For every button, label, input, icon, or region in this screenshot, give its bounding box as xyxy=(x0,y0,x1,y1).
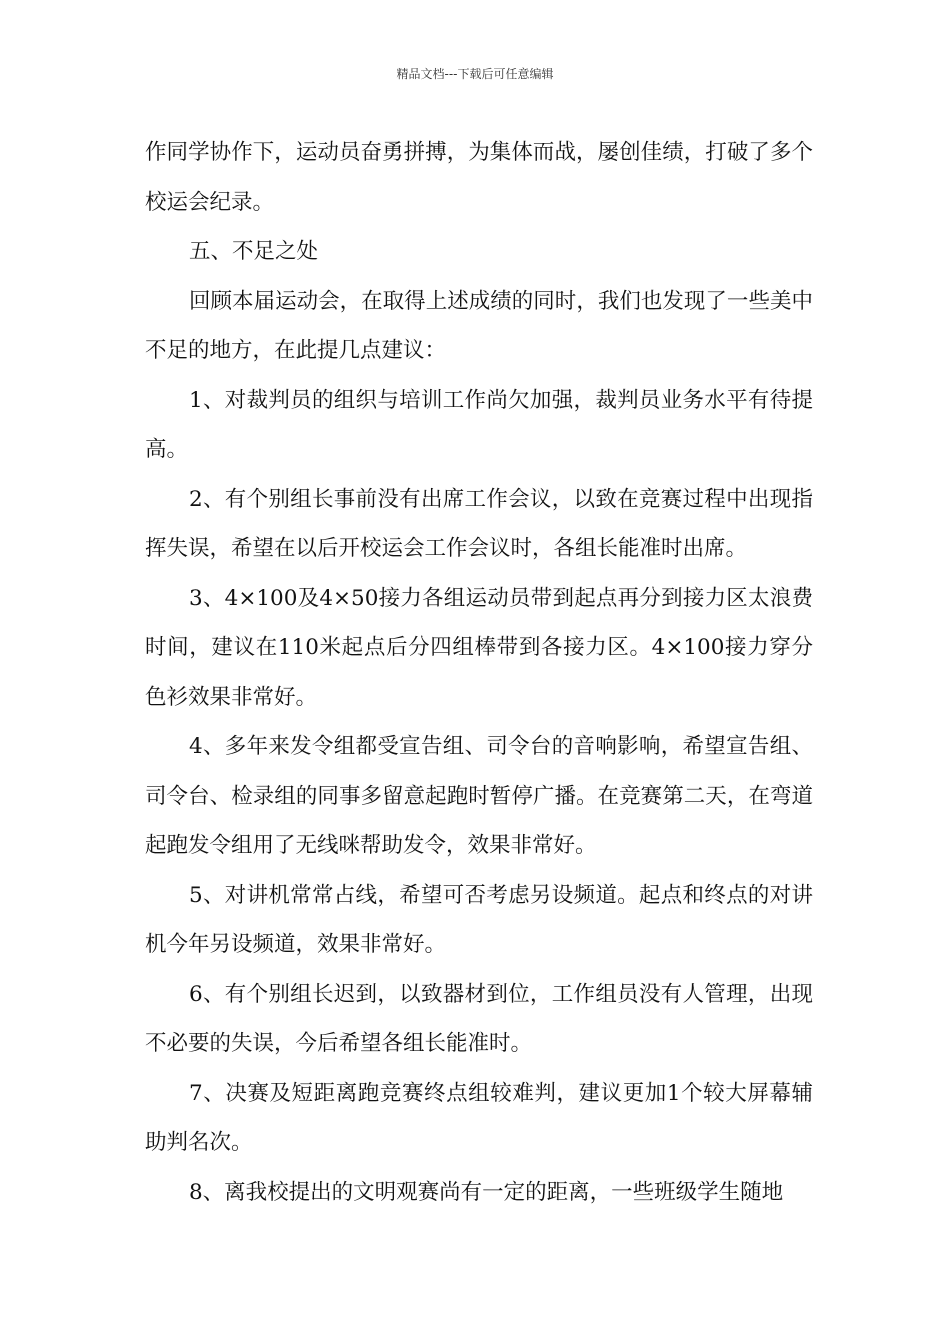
suggestion-item-7: 7、决赛及短距离跑竞赛终点组较难判，建议更加1个较大屏幕辅助判名次。 xyxy=(145,1080,813,1155)
suggestion-item-1: 1、对裁判员的组织与培训工作尚欠加强，裁判员业务水平有待提高。 xyxy=(145,387,813,462)
document-body xyxy=(145,128,813,1217)
suggestion-item-2: 2、有个别组长事前没有出席工作会议，以致在竞赛过程中出现指挥失误，希望在以后开校运会工作会议时，各组长能准时出席。 xyxy=(145,486,813,561)
suggestion-item-3: 3、4×100及4×50接力各组运动员带到起点再分到接力区太浪费时间，建议在110米起点后分四组棒带到各接力区。4×100接力穿分色衫效果非常好。 xyxy=(145,585,813,710)
suggestion-item-5: 5、对讲机常常占线，希望可否考虑另设频道。起点和终点的对讲机今年另设频道，效果非常好。 xyxy=(145,882,813,957)
suggestion-item-6: 6、有个别组长迟到，以致器材到位，工作组员没有人管理，出现不必要的失误，今后希望各组长能准时。 xyxy=(145,981,813,1056)
suggestion-item-8: 8、离我校提出的文明观赛尚有一定的距离，一些班级学生随地 xyxy=(189,1179,784,1205)
paragraph-continuation: 作同学协作下，运动员奋勇拼搏，为集体而战，屡创佳绩，打破了多个校运会纪录。 xyxy=(145,140,813,215)
section-heading-shortcomings: 五、不足之处 xyxy=(189,239,319,264)
suggestion-item-4: 4、多年来发令组都受宣告组、司令台的音响影响，希望宣告组、司令台、检录组的同事多留意起跑时暂停广播。在竞赛第二天，在弯道起跑发令组用了无线咪帮助发令，效果非常好。 xyxy=(145,734,813,858)
page-header: 精品文档---下载后可任意编辑 xyxy=(396,67,554,81)
paragraph-review: 回顾本届运动会，在取得上述成绩的同时，我们也发现了一些美中不足的地方，在此提几点建议： xyxy=(145,288,813,363)
